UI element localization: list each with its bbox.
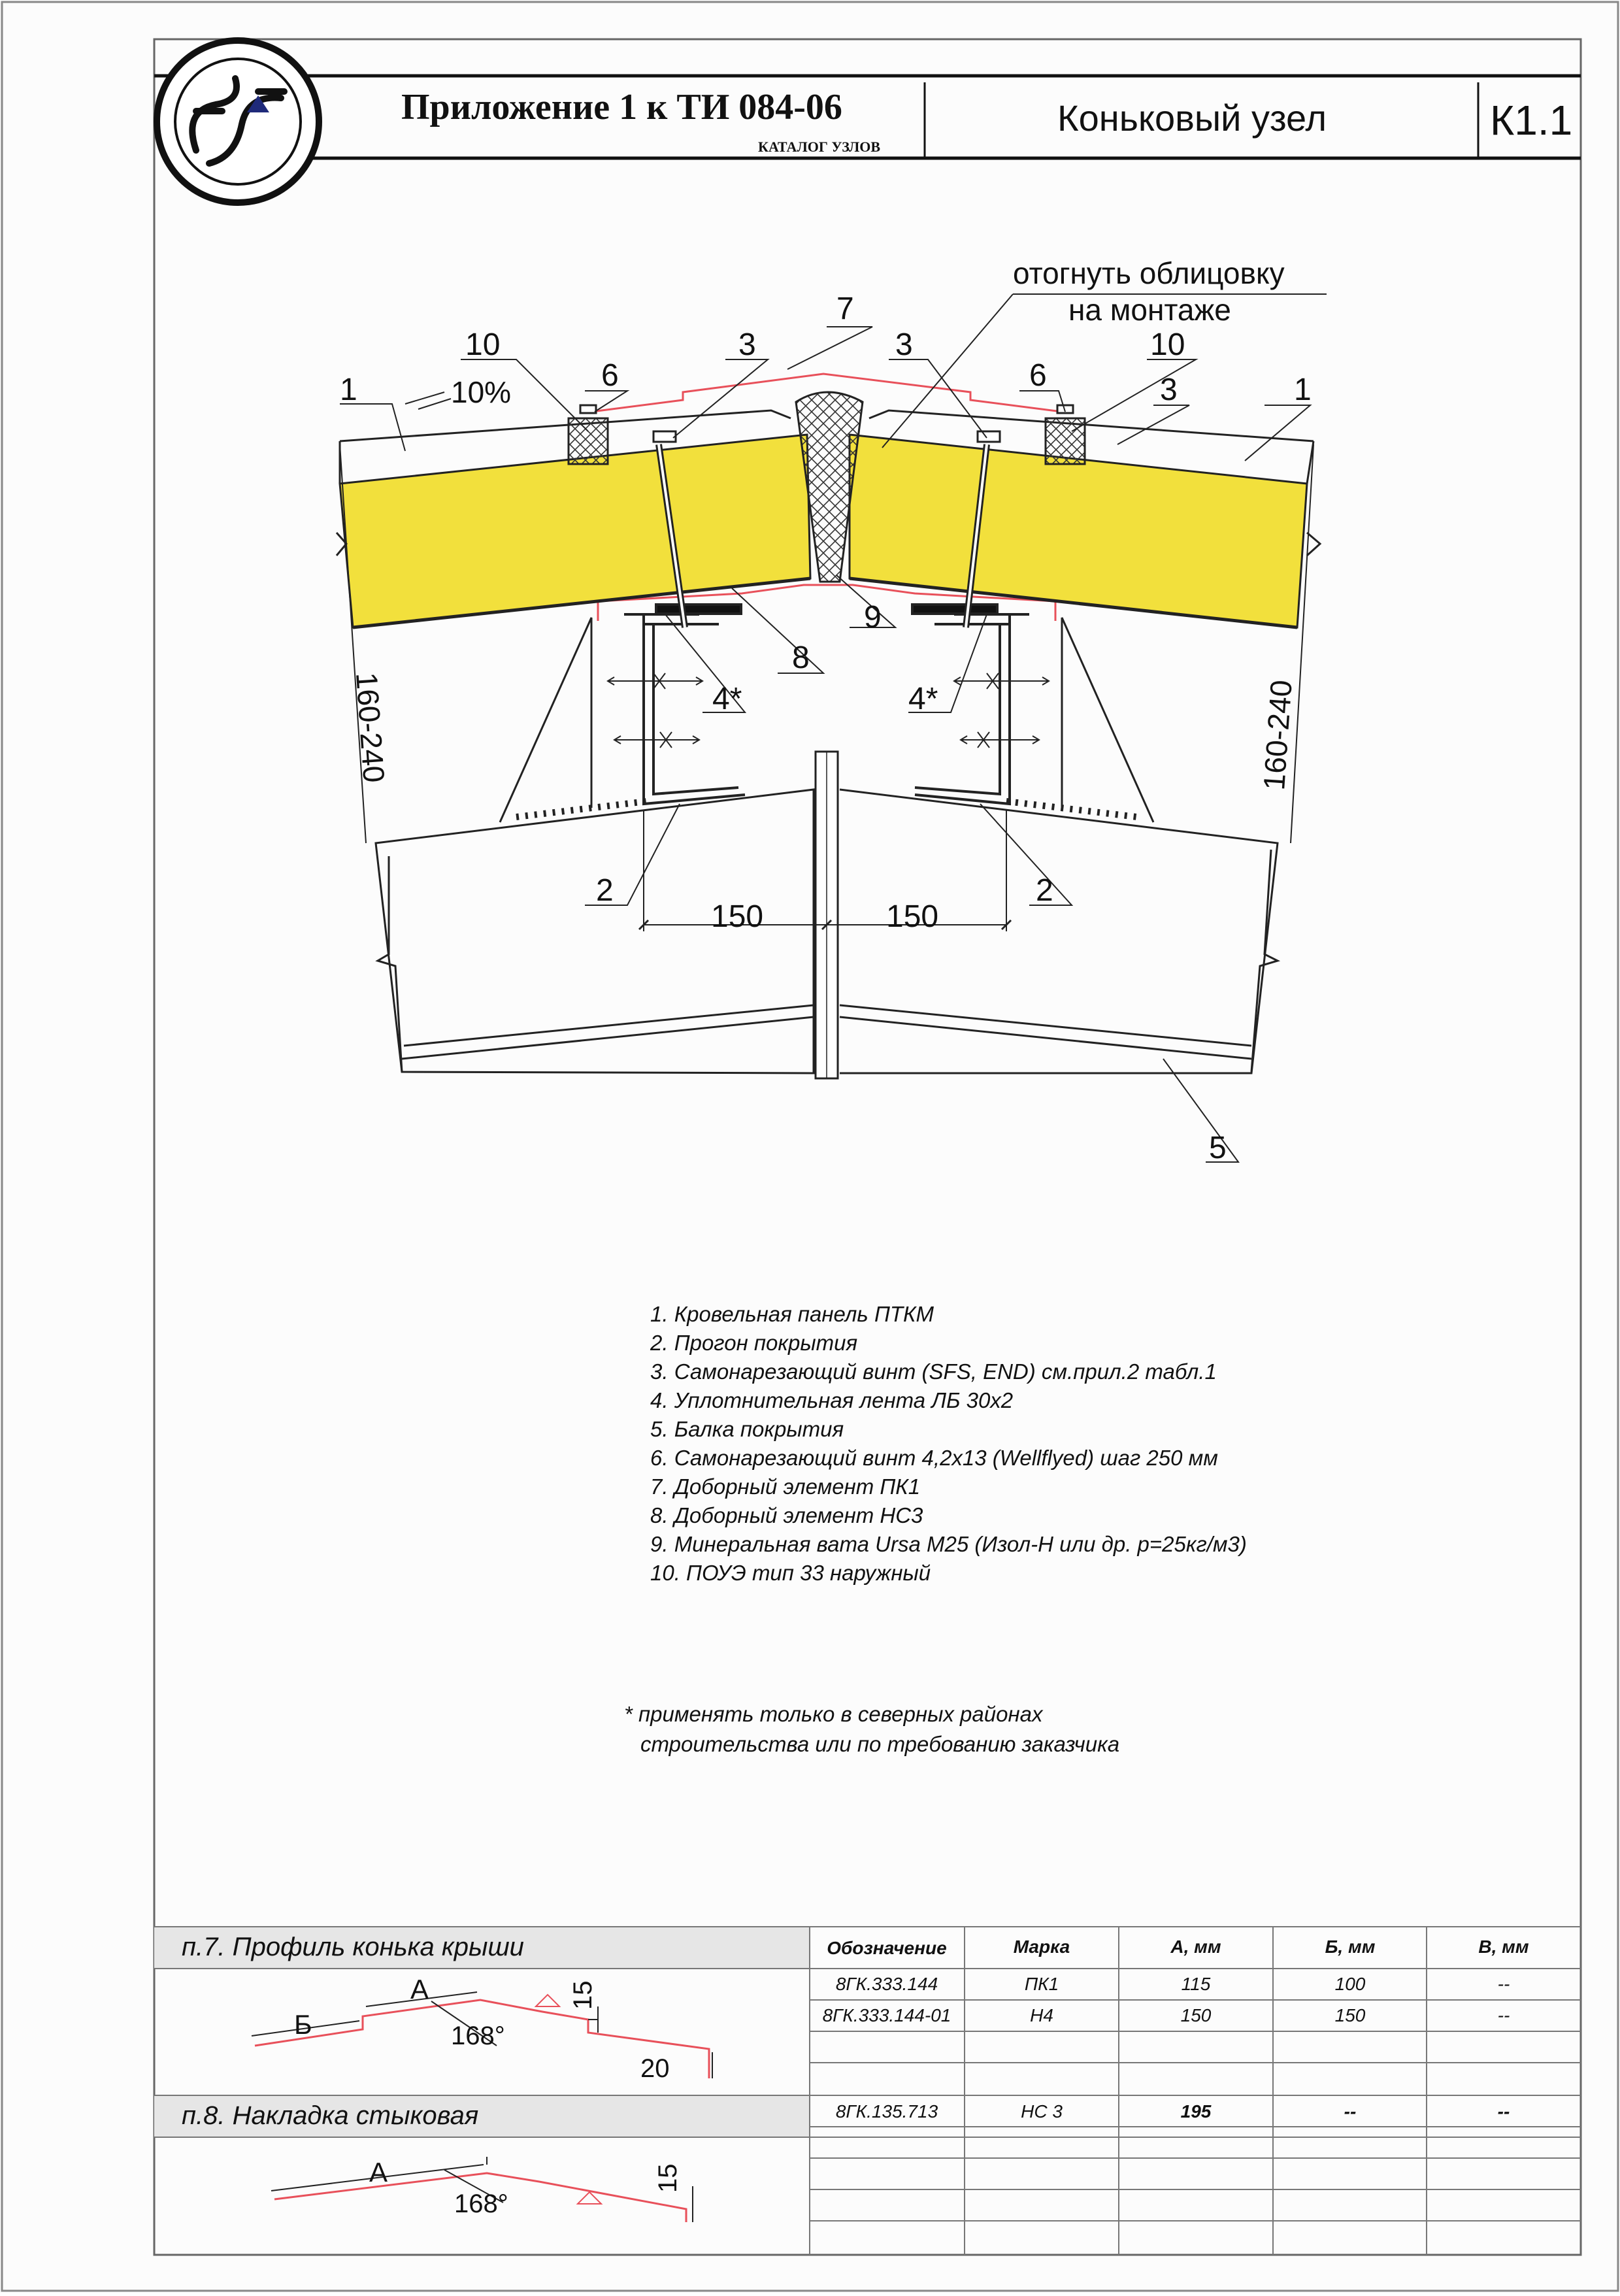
cell-r3-c4: -- <box>1344 2101 1357 2121</box>
callout-9: 9 <box>864 600 882 635</box>
cell-r1-c2: ПК1 <box>1024 1974 1059 1994</box>
dim-left-150: 150 <box>711 899 764 934</box>
callout-3-left: 3 <box>738 327 756 362</box>
footnote-line1: * применять только в северных районах <box>624 1702 1043 1726</box>
sheet-code: К1.1 <box>1490 97 1573 144</box>
callout-1-left: 1 <box>340 373 357 407</box>
callout-4-left: 4* <box>712 682 742 716</box>
legend-item-7: 7. Доборный элемент ПК1 <box>650 1474 921 1499</box>
callout-4-right: 4* <box>908 682 938 716</box>
cell-r3-c1: 8ГК.135.713 <box>835 2101 938 2121</box>
legend-item-10: 10. ПОУЭ тип 33 наружный <box>650 1561 931 1585</box>
cell-r3-c3: 195 <box>1180 2101 1212 2121</box>
profile8-label-angle: 168° <box>454 2189 508 2218</box>
callout-1-right: 1 <box>1294 373 1312 407</box>
cell-r2-c5: -- <box>1497 2005 1510 2025</box>
legend-item-5: 5. Балка покрытия <box>650 1417 844 1441</box>
th-designation: Обозначение <box>827 1938 947 1958</box>
cell-r2-c2: Н4 <box>1030 2005 1053 2025</box>
profile7-title: п.7. Профиль конька крыши <box>182 1933 524 1961</box>
cell-r2-c1: 8ГК.333.144-01 <box>822 2005 951 2025</box>
cell-r2-c4: 150 <box>1334 2005 1366 2025</box>
profile7-label-h: 15 <box>569 1980 597 2010</box>
callout-10-right: 10 <box>1150 327 1185 362</box>
inner-frame <box>154 39 1581 2255</box>
th-a: А, мм <box>1170 1937 1221 1957</box>
callout-6-left: 6 <box>601 358 619 393</box>
profile8-label-h: 15 <box>653 2163 682 2193</box>
legend-item-9: 9. Минеральная вата Ursa M25 (Изол-Н или др. р=25кг/м3) <box>650 1532 1247 1556</box>
cell-r1-c3: 115 <box>1181 1974 1211 1994</box>
profile8-label-a: А <box>369 2157 388 2188</box>
doc-subtitle: КАТАЛОГ УЗЛОВ <box>758 139 881 155</box>
seal-left <box>569 418 608 464</box>
cell-r2-c3: 150 <box>1180 2005 1212 2025</box>
cell-r3-c5: -- <box>1497 2101 1510 2121</box>
dim-right-150: 150 <box>886 899 939 934</box>
callout-2-left: 2 <box>596 873 614 908</box>
legend-item-2: 2. Прогон покрытия <box>650 1331 858 1355</box>
callout-10-left: 10 <box>465 327 501 362</box>
profile7-label-w: 20 <box>640 2054 670 2083</box>
th-v: В, мм <box>1478 1937 1529 1957</box>
profile8-title: п.8. Накладка стыковая <box>182 2101 479 2130</box>
cell-r1-c4: 100 <box>1334 1974 1366 1994</box>
legend-item-1: 1. Кровельная панель ПТКМ <box>650 1302 934 1326</box>
profile-table <box>154 1927 1581 2255</box>
footnote-line2: строительства или по требованию заказчика <box>640 1732 1120 1756</box>
thickness-right: 160-240 <box>1257 678 1298 791</box>
ridge-section <box>337 256 1327 1165</box>
cell-r1-c1: 8ГК.333.144 <box>835 1974 938 1994</box>
cell-r3-c2: НС 3 <box>1021 2101 1063 2121</box>
callout-5: 5 <box>1209 1131 1227 1165</box>
callout-3-mid: 3 <box>895 327 913 362</box>
note-bend-line2: на монтаже <box>1068 293 1231 327</box>
profile7-sketch <box>252 1974 712 2083</box>
seal-right <box>1046 418 1085 464</box>
legend-item-3: 3. Самонарезающий винт (SFS, END) см.прил.2 табл.1 <box>650 1359 1217 1384</box>
profile7-label-b: Б <box>294 2009 312 2040</box>
th-b: Б, мм <box>1325 1937 1376 1957</box>
company-logo <box>157 41 319 203</box>
profile8-sketch <box>271 2157 693 2222</box>
movement-symbols <box>608 673 1049 748</box>
title-block <box>154 41 1581 203</box>
note-bend-line1: отогнуть облицовку <box>1013 256 1285 290</box>
thickness-left: 160-240 <box>350 671 391 784</box>
profile7-label-angle: 168° <box>451 2021 505 2050</box>
roof-beam <box>376 752 1278 1078</box>
legend <box>650 1302 1247 1585</box>
node-name: Коньковый узел <box>1057 97 1327 139</box>
legend-item-8: 8. Доборный элемент НС3 <box>650 1503 923 1527</box>
cell-r1-c5: -- <box>1497 1974 1510 1994</box>
slope-label: 10% <box>451 375 512 409</box>
th-brand: Марка <box>1013 1937 1070 1957</box>
legend-item-6: 6. Самонарезающий винт 4,2х13 (Wellflyed) шаг 250 мм <box>650 1446 1218 1470</box>
legend-item-4: 4. Уплотнительная лента ЛБ 30х2 <box>650 1388 1014 1412</box>
doc-title: Приложение 1 к ТИ 084-06 <box>401 87 842 127</box>
profile7-label-a: А <box>410 1974 429 2005</box>
callout-3-right: 3 <box>1160 373 1178 407</box>
callout-7: 7 <box>836 291 854 326</box>
callout-6-right: 6 <box>1029 358 1047 393</box>
callout-2-right: 2 <box>1036 873 1053 908</box>
callout-8: 8 <box>792 641 810 675</box>
